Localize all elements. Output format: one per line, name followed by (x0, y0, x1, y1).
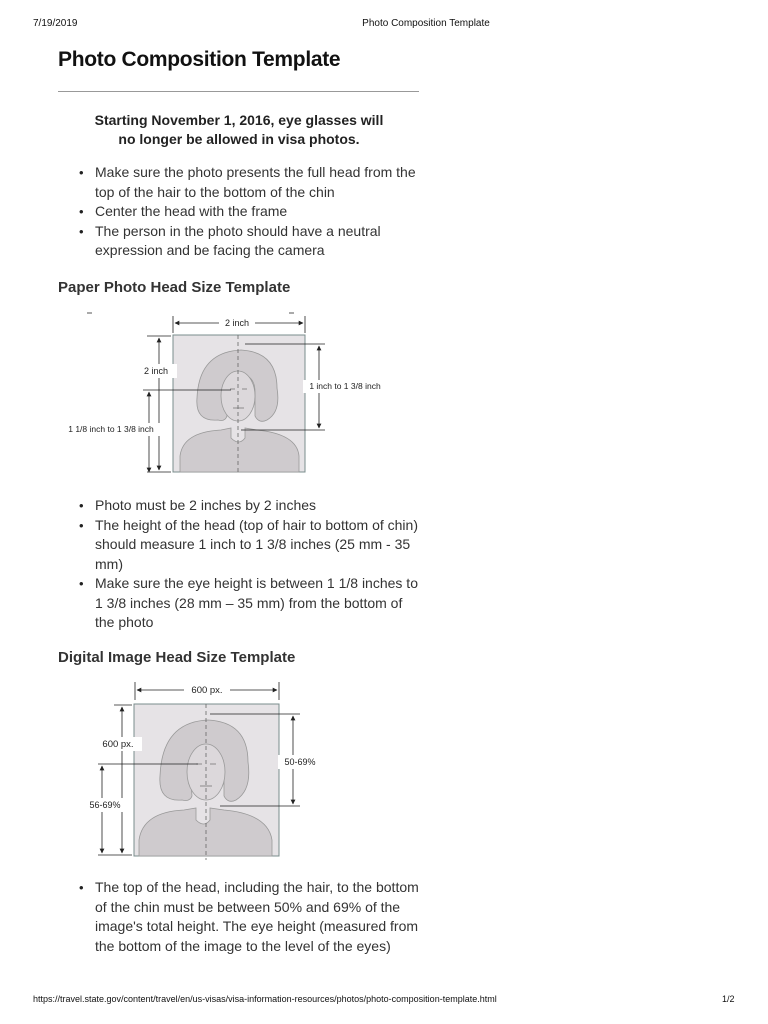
list-item: • The person in the photo should have a neutral expression and be facing the camera (95, 222, 420, 261)
digital-eye-height-label: 56-69% (89, 800, 121, 810)
list-item: • The top of the head, including the hair, to the bottom of the chin must be between 50% and 69% of the image's total height. The eye height (measured from the bottom of the image to the level of the eyes) (95, 878, 420, 956)
page-title: Photo Composition Template (58, 48, 341, 71)
notice-line-1: Starting November 1, 2016, eye glasses will (94, 112, 384, 128)
paper-eye-height-label: 1 1/8 inch to 1 3/8 inch (68, 424, 154, 434)
digital-bullet-list (58, 878, 420, 956)
main-content (58, 48, 420, 261)
print-footer-page-number: 1/2 (722, 994, 735, 1004)
digital-template-heading: Digital Image Head Size Template (58, 649, 296, 666)
list-item: • Photo must be 2 inches by 2 inches (95, 496, 420, 516)
paper-head-height-label: 1 inch to 1 3/8 inch (309, 381, 381, 391)
intro-bullet-list (58, 163, 420, 261)
notice-line-2: no longer be allowed in visa photos. (118, 131, 360, 147)
list-item: • Center the head with the frame (95, 202, 420, 222)
print-footer-url: https://travel.state.gov/content/travel/en/us-visas/visa-information-resources/photos/photo-composition-template.html (33, 994, 497, 1004)
digital-head-size-figure (80, 680, 330, 867)
list-item: • Make sure the eye height is between 1 1/8 inches to 1 3/8 inches (28 mm – 35 mm) from the bottom of the photo (95, 574, 420, 633)
paper-width-label: 2 inch (224, 318, 250, 328)
list-item: • The height of the head (top of hair to bottom of chin) should measure 1 inch to 1 3/8 inches (25 mm - 35 mm) (95, 516, 420, 575)
print-header-date: 7/19/2019 (33, 18, 78, 29)
digital-width-label: 600 px. (191, 685, 223, 696)
title-divider (58, 91, 419, 92)
eyeglasses-notice (58, 111, 420, 149)
paper-template-heading: Paper Photo Head Size Template (58, 279, 291, 296)
paper-head-size-figure (55, 306, 415, 483)
print-header-title: Photo Composition Template (362, 18, 490, 29)
paper-bullet-list (58, 496, 420, 633)
list-item: • Make sure the photo presents the full head from the top of the hair to the bottom of the chin (95, 163, 420, 202)
digital-head-height-label: 50-69% (284, 757, 316, 767)
paper-height-label: 2 inch (143, 366, 169, 376)
digital-height-label: 600 px. (102, 739, 134, 750)
